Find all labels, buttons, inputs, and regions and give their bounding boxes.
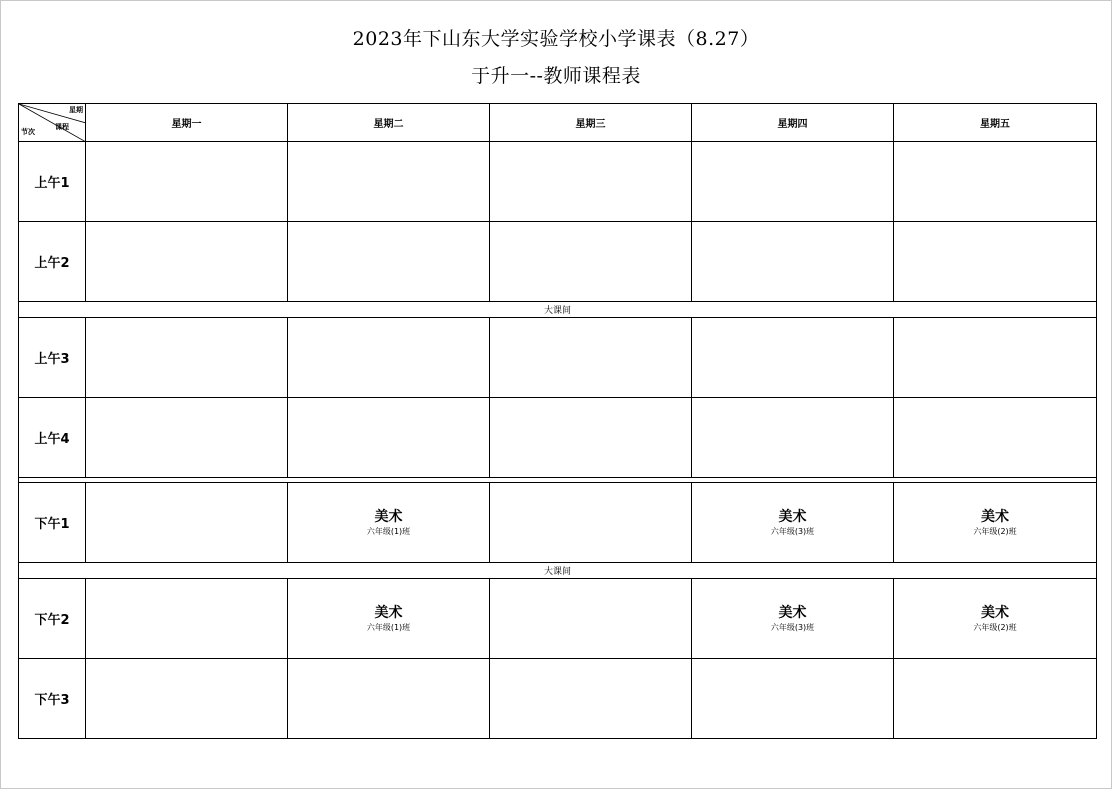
corner-weekday-label: 星期 — [69, 106, 83, 114]
course-name: 美术 — [778, 604, 807, 621]
class-name: 六年级(2)班 — [973, 526, 1017, 536]
corner-course-label: 课程 — [55, 123, 69, 131]
schedule-cell — [692, 579, 894, 659]
schedule-cell — [894, 483, 1097, 563]
page-title: 2023年下山东大学实验学校小学课表（8.27） — [352, 28, 760, 50]
class-name: 六年级(1)班 — [366, 622, 411, 632]
header-row — [19, 104, 1097, 142]
course-name: 美术 — [981, 508, 1009, 525]
break-row-afternoon — [19, 563, 1097, 579]
schedule-cell — [490, 318, 692, 398]
class-name: 六年级(2)班 — [973, 622, 1017, 632]
break-row-morning — [19, 302, 1097, 318]
course-name: 美术 — [374, 604, 403, 621]
schedule-cell — [490, 579, 692, 659]
schedule-cell — [490, 659, 692, 739]
class-name: 六年级(1)班 — [366, 526, 411, 536]
schedule-cell — [288, 142, 490, 222]
schedule-cell — [288, 398, 490, 478]
period-label: 上午3 — [19, 318, 86, 398]
day-header-fri: 星期五 — [894, 104, 1097, 142]
period-label: 上午1 — [19, 142, 86, 222]
period-label: 上午2 — [19, 222, 86, 302]
schedule-cell — [894, 222, 1097, 302]
schedule-cell — [490, 222, 692, 302]
course-name: 美术 — [778, 508, 807, 525]
schedule-cell — [894, 318, 1097, 398]
schedule-cell — [692, 142, 894, 222]
schedule-cell — [86, 318, 288, 398]
period-label: 下午1 — [19, 483, 86, 563]
period-row-am3 — [19, 318, 1097, 398]
schedule-cell — [288, 579, 490, 659]
schedule-cell — [288, 659, 490, 739]
schedule-cell — [86, 659, 288, 739]
day-header-mon: 星期一 — [86, 104, 288, 142]
period-row-pm3 — [19, 659, 1097, 739]
period-label: 下午3 — [19, 659, 86, 739]
day-header-wed: 星期三 — [490, 104, 692, 142]
break-label: 大课间 — [19, 563, 1097, 579]
period-row-pm2 — [19, 579, 1097, 659]
course-name: 美术 — [374, 508, 403, 525]
period-row-am4 — [19, 398, 1097, 478]
schedule-cell — [86, 142, 288, 222]
schedule-cell — [490, 142, 692, 222]
period-label: 上午4 — [19, 398, 86, 478]
schedule-cell — [288, 483, 490, 563]
schedule-cell — [692, 483, 894, 563]
class-name: 六年级(3)班 — [770, 526, 815, 536]
period-row-am2 — [19, 222, 1097, 302]
timetable — [18, 103, 1097, 739]
schedule-cell — [288, 222, 490, 302]
schedule-cell — [490, 398, 692, 478]
schedule-cell — [894, 398, 1097, 478]
schedule-cell — [692, 222, 894, 302]
day-header-thu: 星期四 — [692, 104, 894, 142]
schedule-cell — [86, 398, 288, 478]
schedule-cell — [86, 579, 288, 659]
schedule-cell — [894, 142, 1097, 222]
schedule-cell — [692, 659, 894, 739]
day-header-tue: 星期二 — [288, 104, 490, 142]
schedule-cell — [692, 318, 894, 398]
corner-cell — [19, 104, 86, 142]
corner-period-label: 节次 — [21, 128, 35, 136]
period-row-pm1 — [19, 483, 1097, 563]
schedule-cell — [490, 483, 692, 563]
period-row-am1 — [19, 142, 1097, 222]
schedule-cell — [86, 483, 288, 563]
schedule-cell — [288, 318, 490, 398]
schedule-cell — [86, 222, 288, 302]
class-name: 六年级(3)班 — [770, 622, 815, 632]
break-label: 大课间 — [19, 302, 1097, 318]
period-label: 下午2 — [19, 579, 86, 659]
schedule-cell — [692, 398, 894, 478]
course-name: 美术 — [981, 604, 1009, 621]
page-subtitle: 于升一--教师课程表 — [471, 65, 641, 87]
schedule-cell — [894, 579, 1097, 659]
schedule-cell — [894, 659, 1097, 739]
